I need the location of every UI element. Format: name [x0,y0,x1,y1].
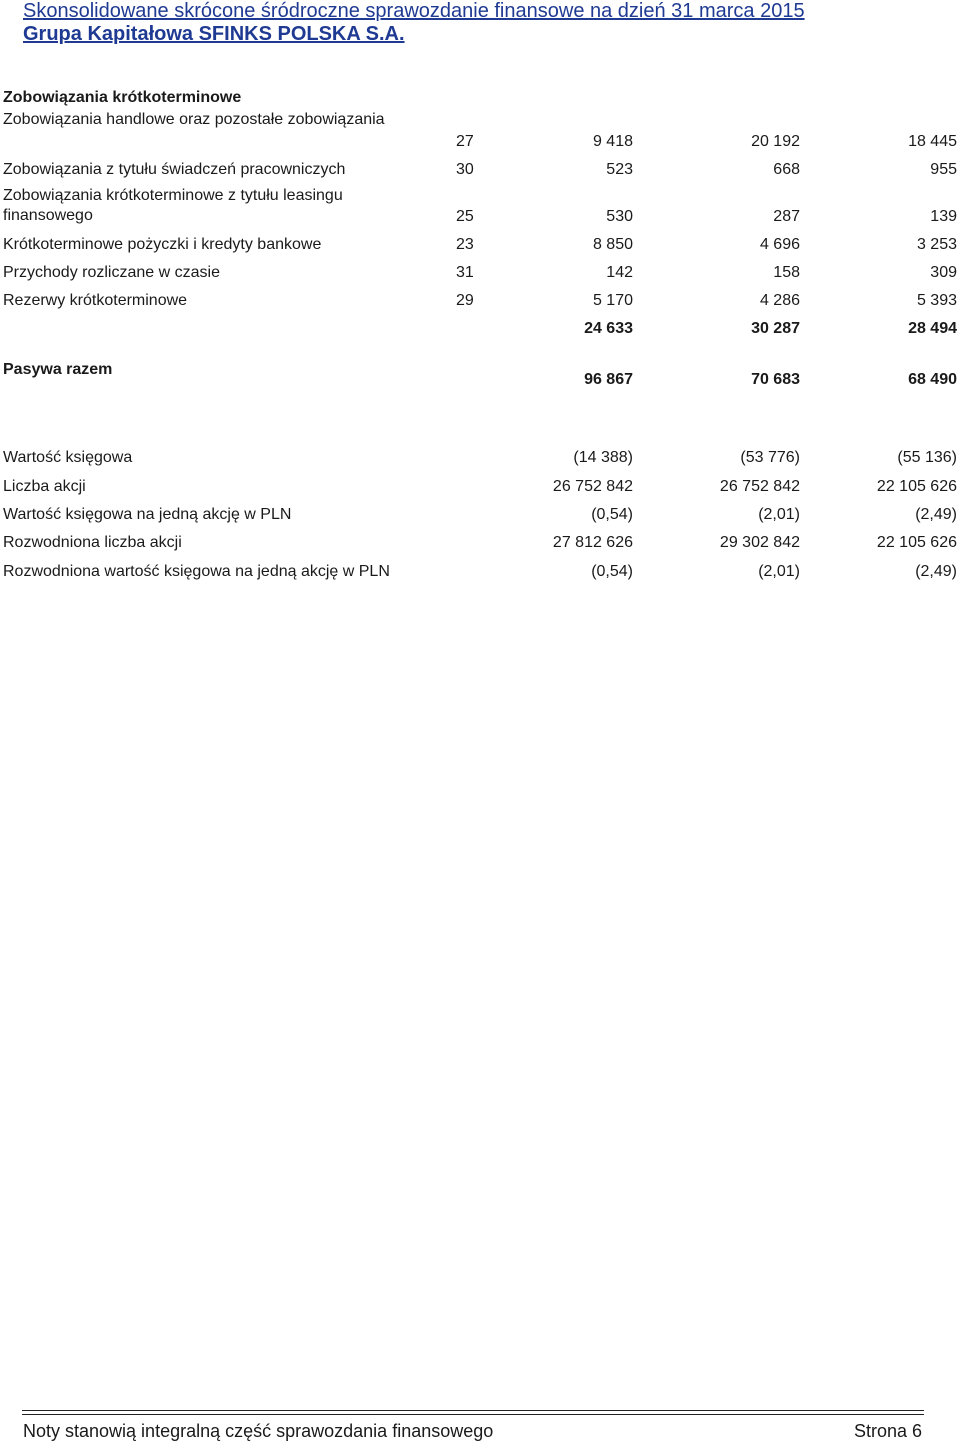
metric-value-3: 22 105 626 [876,534,957,551]
row-note: 30 [456,161,474,178]
metric-value-2: (2,01) [758,563,800,580]
row-value-1: 9 418 [592,133,633,150]
metric-value-1: (0,54) [591,506,633,523]
row-value-2: 158 [773,264,800,281]
footer-note: Noty stanowią integralną część sprawozdania finansowego [23,1421,494,1441]
row-note: 29 [456,292,474,309]
row-label: Przychody rozliczane w czasie [3,264,220,281]
metric-value-2: 26 752 842 [719,478,800,495]
row-value-1: 142 [606,264,633,281]
row-value-3: 3 253 [916,236,957,253]
metric-value-3: (2,49) [915,506,957,523]
metric-value-3: (2,49) [915,563,957,580]
row-value-2: 20 192 [751,133,800,150]
subtotal-value-1: 24 633 [584,320,633,337]
row-note: 27 [456,133,474,150]
row-note: 25 [456,208,474,225]
metric-value-1: 27 812 626 [552,534,633,551]
row-label: Zobowiązania z tytułu świadczeń pracowniczych [3,161,346,178]
row-label: Krótkoterminowe pożyczki i kredyty bankowe [3,236,322,253]
row-value-3: 18 445 [908,133,957,150]
row-value-2: 287 [773,208,800,225]
subtotal-value-3: 28 494 [908,320,957,337]
metric-value-2: (53 776) [740,449,800,466]
total-value-1: 96 867 [584,371,633,388]
subtotal-value-2: 30 287 [751,320,800,337]
row-value-2: 4 696 [759,236,800,253]
metric-value-3: 22 105 626 [876,478,957,495]
document-header [23,0,938,46]
row-value-3: 955 [930,161,957,178]
row-value-2: 4 286 [759,292,800,309]
row-note: 23 [456,236,474,253]
metric-value-1: (0,54) [591,563,633,580]
metric-label: Rozwodniona liczba akcji [3,534,182,551]
metric-label: Wartość księgowa [3,449,133,466]
footer-divider [22,1414,924,1415]
row-label: Zobowiązania handlowe oraz pozostałe zobowiązania [3,111,385,128]
metric-label: Wartość księgowa na jedną akcję w PLN [3,506,292,523]
total-value-3: 68 490 [908,371,957,388]
row-value-3: 139 [930,208,957,225]
metric-value-1: 26 752 842 [552,478,633,495]
row-value-3: 309 [930,264,957,281]
footer-divider [22,1410,924,1411]
row-value-1: 530 [606,208,633,225]
total-value-2: 70 683 [751,371,800,388]
row-value-2: 668 [773,161,800,178]
metric-label: Rozwodniona wartość księgowa na jedną akcję w PLN [3,563,390,580]
metric-value-2: (2,01) [758,506,800,523]
row-value-1: 523 [606,161,633,178]
row-note: 31 [456,264,474,281]
row-value-3: 5 393 [916,292,957,309]
section-title: Zobowiązania krótkoterminowe [3,89,242,106]
row-label: Zobowiązania krótkoterminowe z tytułu leasingu finansowego [3,187,343,224]
row-value-1: 8 850 [592,236,633,253]
company-name: Grupa Kapitałowa SFINKS POLSKA S.A. [23,23,405,45]
page-number: Strona 6 [853,1421,922,1441]
row-label: Rezerwy krótkoterminowe [3,292,188,309]
metric-value-1: (14 388) [573,449,633,466]
metric-label: Liczba akcji [3,478,86,495]
metric-value-2: 29 302 842 [719,534,800,551]
total-label: Pasywa razem [3,361,113,378]
report-title: Skonsolidowane skrócone śródroczne sprawozdanie finansowe na dzień 31 marca 2015 [23,0,805,22]
metric-value-3: (55 136) [897,449,957,466]
row-value-1: 5 170 [592,292,633,309]
